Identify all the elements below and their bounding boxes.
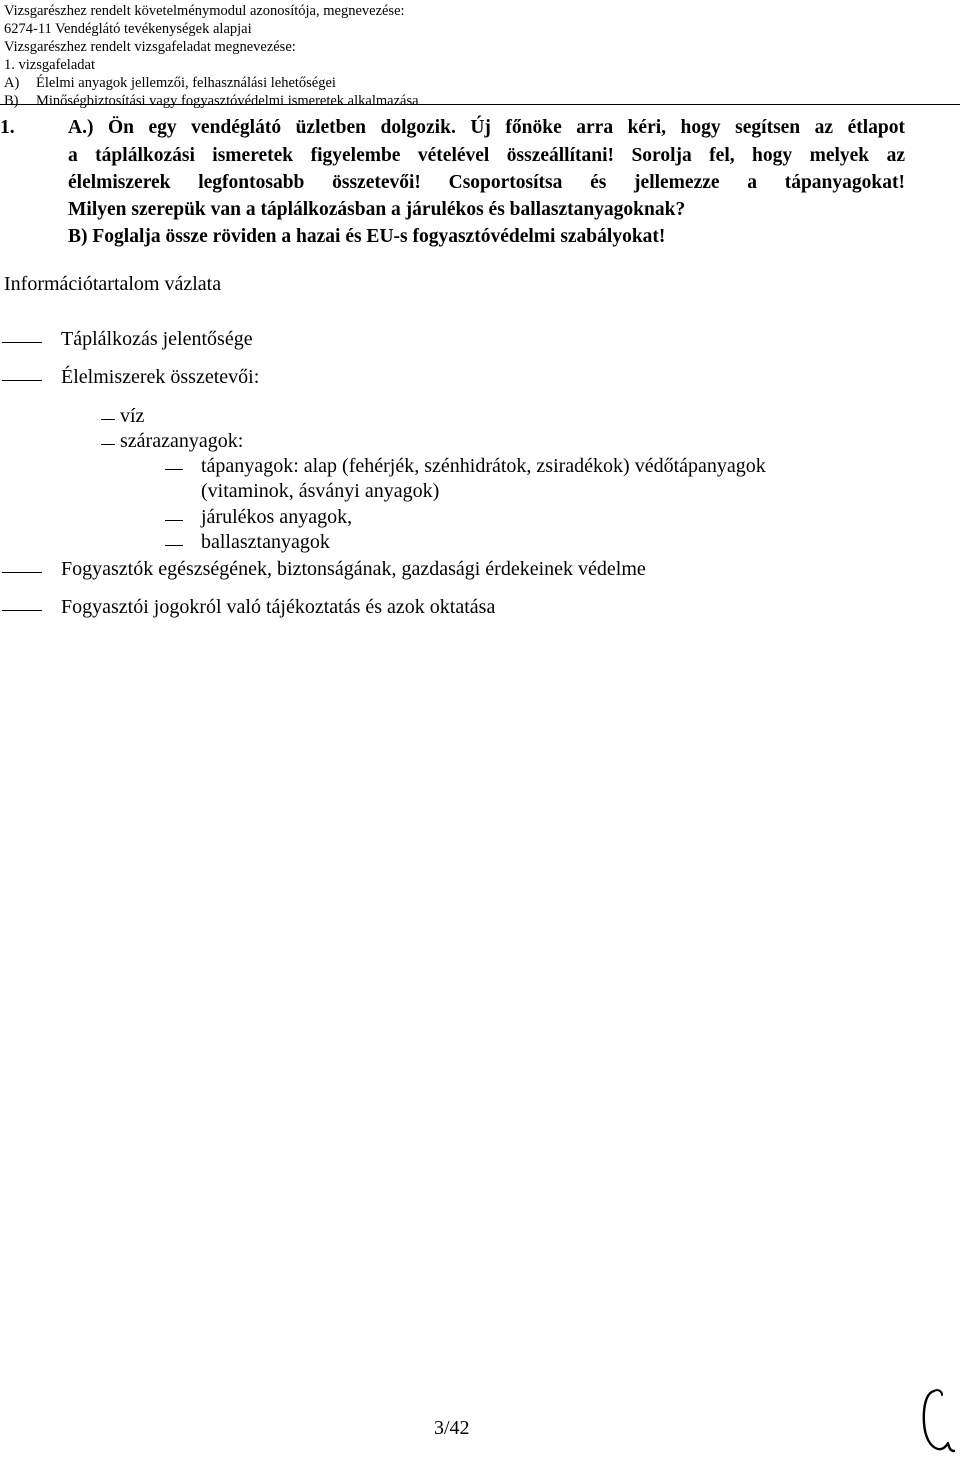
outline-dash-6 [165, 520, 183, 521]
outline-item-5-continued: (vitaminok, ásványi anyagok) [201, 480, 440, 502]
question-line-4: Milyen szerepük van a táplálkozásban a járulékos és ballasztanyagoknak? [68, 199, 686, 220]
topic-b-marker: B) [4, 93, 19, 109]
outline-dash-1 [2, 342, 42, 343]
outline-item-9: Fogyasztói jogokról való tájékoztatás és azok oktatása [61, 596, 496, 618]
outline-dash-2 [2, 380, 42, 381]
question-line-2: a táplálkozási ismeretek figyelembe vételével összeállítani! Sorolja fel, hogy melyek az [68, 145, 905, 166]
module-value: 6274-11 Vendéglátó tevékenységek alapjai [4, 21, 252, 37]
topic-b-text: Minőségbiztosítási vagy fogyasztóvédelmi ismeretek alkalmazása [36, 93, 419, 109]
topic-a-text: Élelmi anyagok jellemzői, felhasználási lehetőségei [36, 75, 336, 91]
outline-title: Információtartalom vázlata [4, 273, 222, 295]
question-number: 1. [0, 117, 15, 138]
header-block [4, 2, 419, 110]
header-divider [0, 104, 960, 105]
outline-item-6: járulékos anyagok, [201, 506, 353, 528]
task-label: Vizsgarészhez rendelt vizsgafeladat megnevezése: [4, 39, 296, 55]
outline-dash-8 [2, 572, 42, 573]
outline-item-5: tápanyagok: alap (fehérjék, szénhidrátok, zsiradékok) védőtápanyagok [201, 455, 766, 477]
page-number: 3/42 [434, 1417, 470, 1439]
topic-a [4, 74, 419, 92]
outline-item-7: ballasztanyagok [201, 531, 330, 553]
outline-item-2: Élelmiszerek összetevői: [61, 366, 260, 388]
module-label: Vizsgarészhez rendelt követelménymodul azonosítója, megnevezése: [4, 3, 405, 19]
task-value: 1. vizsgafeladat [4, 57, 95, 73]
outline-dash-5 [165, 469, 183, 470]
outline-dash-4 [101, 444, 115, 445]
question-line-1: A.) Ön egy vendéglátó üzletben dolgozik. Új főnöke arra kéri, hogy segítsen az étlapot [68, 117, 905, 138]
outline-item-8: Fogyasztók egészségének, biztonságának, gazdasági érdekeinek védelme [61, 558, 646, 580]
outline-item-1: Táplálkozás jelentősége [61, 328, 253, 350]
outline-item-3: víz [120, 405, 145, 427]
question-line-5: B) Foglalja össze röviden a hazai és EU-s fogyasztóvédelmi szabályokat! [68, 226, 666, 247]
outline-item-4: szárazanyagok: [120, 430, 244, 452]
outline-dash-9 [2, 610, 42, 611]
outline-dash-7 [165, 545, 183, 546]
topic-b [4, 92, 419, 110]
handwritten-signature [920, 1385, 956, 1462]
outline-dash-3 [101, 419, 115, 420]
question-line-3: élelmiszerek legfontosabb összetevői! Csoportosítsa és jellemezze a tápanyagokat! [68, 172, 905, 193]
topic-a-marker: A) [4, 75, 20, 91]
